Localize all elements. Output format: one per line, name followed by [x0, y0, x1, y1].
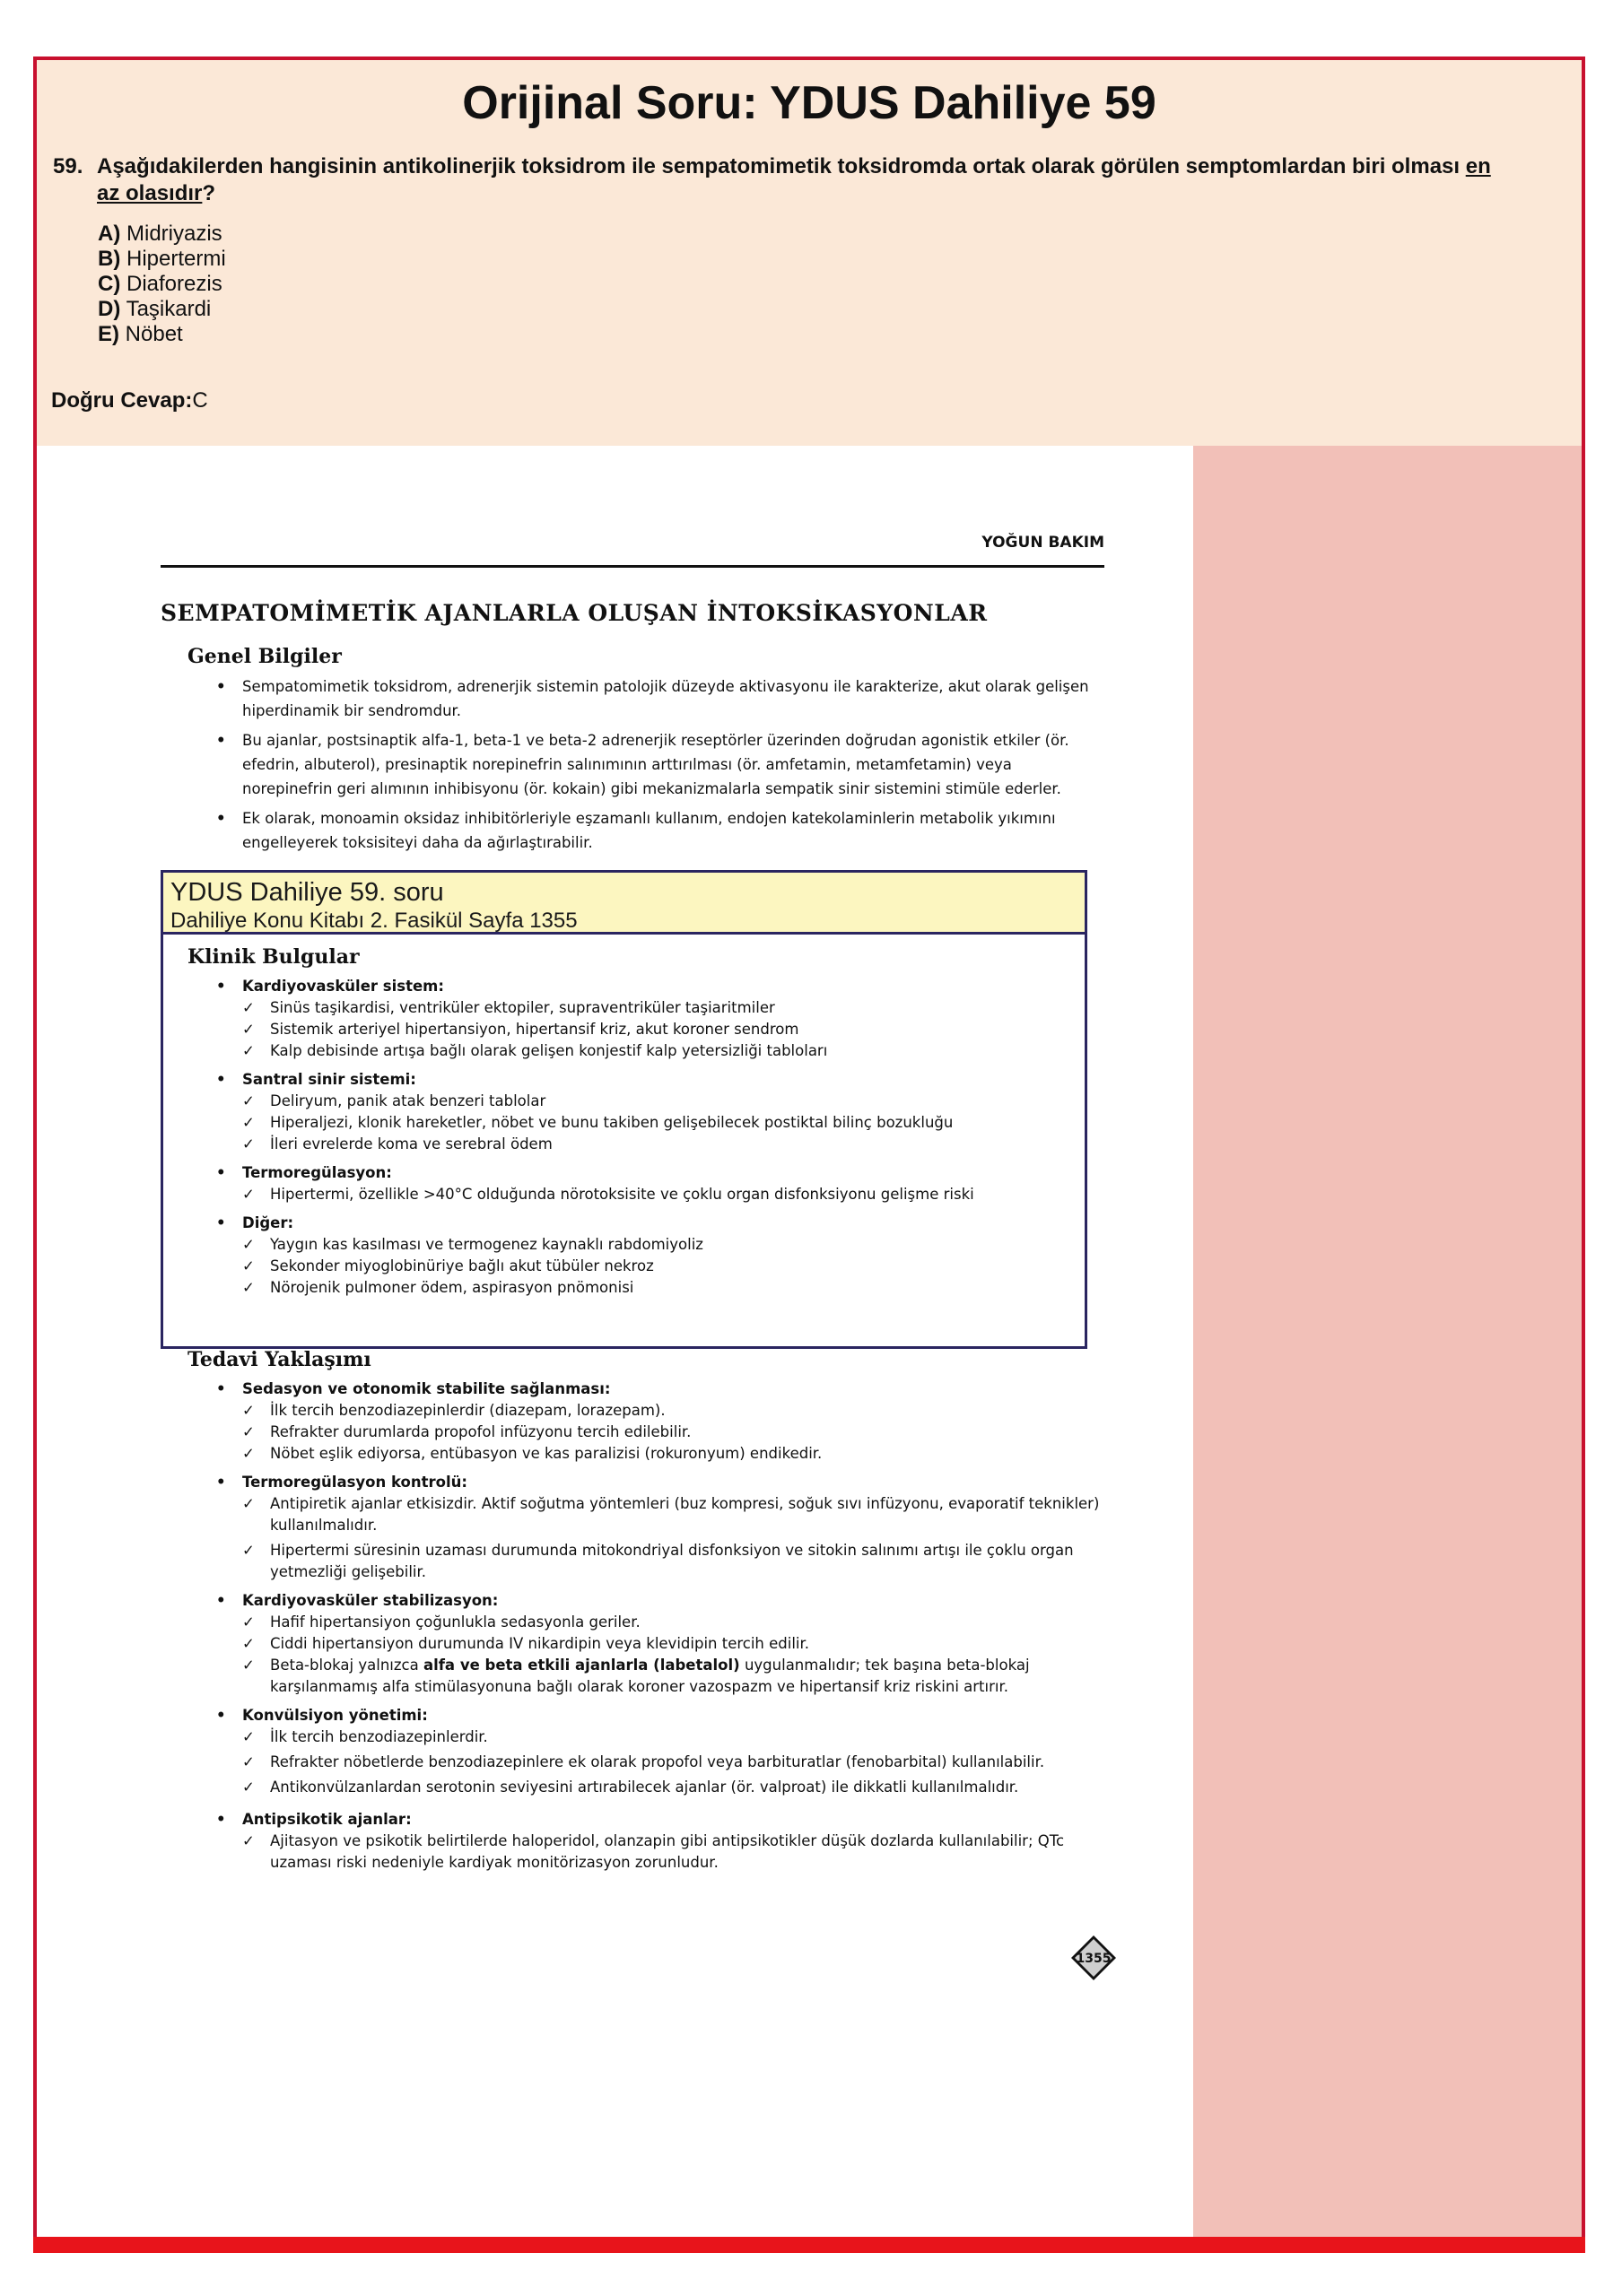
check-item: ✓ Sekonder miyoglobinüriye bağlı akut tübüler nekroz: [216, 1256, 1104, 1277]
question-title: Orijinal Soru: YDUS Dahiliye 59: [462, 77, 1156, 129]
treatment-list: [216, 1378, 1104, 1874]
check-item: ✓ İleri evrelerde koma ve serebral ödem: [216, 1134, 1104, 1155]
check-item: ✓ İlk tercih benzodiazepinlerdir.: [216, 1726, 1104, 1748]
group-title: • Santral sinir sistemi:: [216, 1069, 1104, 1091]
question-panel: [37, 60, 1582, 446]
option-e: [98, 322, 226, 347]
question-text: [97, 153, 1506, 207]
option-letter: C): [98, 272, 121, 296]
option-text: Midriyazis: [126, 222, 222, 246]
header-rule: [161, 565, 1104, 568]
option-text: Diaforezis: [126, 272, 222, 296]
option-b: [98, 247, 226, 272]
answer-label: Doğru Cevap:: [51, 388, 193, 413]
check-item: ✓ Sistemik arteriyel hipertansiyon, hipertansif kriz, akut koroner sendrom: [216, 1019, 1104, 1040]
group-title: • Termoregülasyon:: [216, 1162, 1104, 1184]
clinical-group: [216, 1069, 1104, 1155]
group-title: • Kardiyovasküler stabilizasyon:: [216, 1590, 1104, 1612]
option-c: [98, 272, 226, 297]
option-text: Taşikardi: [126, 297, 212, 321]
group-title: • Antipsikotik ajanlar:: [216, 1809, 1104, 1831]
check-item: ✓ Ajitasyon ve psikotik belirtilerde haloperidol, olanzapin gibi antipsikotikler düşük dozlarda kullanılabilir; QTc uzaması riski nedeniyle kardiyak monitörizasyon zorunludur.: [216, 1831, 1104, 1874]
list-item: • Sempatomimetik toksidrom, adrenerjik sistemin patolojik düzeyde aktivasyonu ile karakterize, akut olarak gelişen hiperdinamik bir sendromdur.: [216, 674, 1104, 723]
clinical-group: [216, 976, 1104, 1062]
check-item: ✓ İlk tercih benzodiazepinlerdir (diazepam, lorazepam).: [216, 1400, 1104, 1422]
check-item: ✓ Yaygın kas kasılması ve termogenez kaynaklı rabdomiyoliz: [216, 1234, 1104, 1256]
check-item: ✓ Nöbet eşlik ediyorsa, entübasyon ve kas paralizisi (rokuronyum) endikedir.: [216, 1443, 1104, 1465]
callout-subtitle: Dahiliye Konu Kitabı 2. Fasikül Sayfa 1355: [170, 909, 578, 933]
group-title: • Termoregülasyon kontrolü:: [216, 1472, 1104, 1493]
check-item: ✓ Refrakter durumlarda propofol infüzyonu tercih edilebilir.: [216, 1422, 1104, 1443]
check-item: ✓ Sinüs taşikardisi, ventriküler ektopiler, supraventriküler taşiaritmiler: [216, 997, 1104, 1019]
stem-text: Aşağıdakilerden hangisinin antikolinerjik toksidrom ile sempatomimetik toksidromda ortak olarak görülen semptomlardan biri olması: [97, 154, 1466, 178]
check-item: ✓ Hipertermi süresinin uzaması durumunda mitokondriyal disfonksiyon ve sitokin salınımı artışı ile çoklu organ yetmezliği gelişebilir.: [216, 1540, 1104, 1583]
clinical-group: [216, 1213, 1104, 1299]
check-item: ✓ Hafif hipertansiyon çoğunlukla sedasyonla geriler.: [216, 1612, 1104, 1633]
group-title: • Diğer:: [216, 1213, 1104, 1234]
question-number: 59.: [53, 154, 83, 178]
treatment-group: [216, 1590, 1104, 1698]
check-item: ✓ Antikonvülzanlardan serotonin seviyesini artırabilecek ajanlar (ör. valproat) ile dikkatli kullanılmalıdır.: [216, 1777, 1104, 1798]
callout-title: YDUS Dahiliye 59. soru: [170, 878, 444, 907]
check-item: ✓ Hipertermi, özellikle >40°C olduğunda nörotoksisite ve çoklu organ disfonksiyonu gelişme riski: [216, 1184, 1104, 1205]
treatment-heading: Tedavi Yaklaşımı: [187, 1348, 371, 1371]
general-heading: Genel Bilgiler: [187, 645, 342, 668]
option-letter: D): [98, 297, 121, 321]
option-a: [98, 222, 226, 247]
list-item: • Bu ajanlar, postsinaptik alfa-1, beta-1 ve beta-2 adrenerjik reseptörler üzerinden doğrudan agonistik etkiler (ör. efedrin, albuterol), presinaptik norepinefrin salınımının arttırılması (ör. amfetamin, metamfetamin) veya norepinefrin geri alımının inhibisyonu (ör. kokain) gibi mekanizmalarla sempatik sinir sistemini stimüle ederler.: [216, 728, 1104, 801]
option-letter: E): [98, 322, 119, 346]
beta-text-post: uygulanmalıdır; tek başına beta-blokaj karşılanmamış alfa stimülasyonuna bağlı olarak koroner vazospazm ve hipertansif kriz riskini artırır.: [270, 1657, 1030, 1695]
question-stem: [53, 153, 1506, 207]
treatment-group: [216, 1472, 1104, 1583]
check-item: ✓ Antipiretik ajanlar etkisizdir. Aktif soğutma yöntemleri (buz kompresi, soğuk sıvı infüzyonu, evaporatif teknikler) kullanılmalıdır.: [216, 1493, 1104, 1536]
option-text: Nöbet: [125, 322, 183, 346]
option-d: [98, 297, 226, 322]
page-number: 1355: [1076, 1952, 1112, 1966]
beta-text-bold: alfa ve beta etkili ajanlarla (labetalol): [423, 1657, 740, 1674]
answer-options: [98, 222, 226, 347]
treatment-group: [216, 1378, 1104, 1465]
check-item: ✓ Refrakter nöbetlerde benzodiazepinlere ek olarak propofol veya barbituratlar (fenobarbital) kullanılabilir.: [216, 1752, 1104, 1773]
check-item: ✓ Kalp debisinde artışa bağlı olarak gelişen konjestif kalp yetersizliği tabloları: [216, 1040, 1104, 1062]
general-list: [216, 674, 1104, 855]
list-item: • Ek olarak, monoamin oksidaz inhibitörleriyle eşzamanlı kullanım, endojen katekolaminlerin metabolik yıkımını engelleyerek toksisiteyi daha da ağırlaştırabilir.: [216, 806, 1104, 855]
check-item: ✓ Deliryum, panik atak benzeri tablolar: [216, 1091, 1104, 1112]
clinical-list: [216, 976, 1104, 1299]
check-item: ✓ Ciddi hipertansiyon durumunda IV nikardipin veya klevidipin tercih edilir.: [216, 1633, 1104, 1655]
group-title: • Konvülsiyon yönetimi:: [216, 1705, 1104, 1726]
treatment-group: [216, 1809, 1104, 1874]
treatment-group: [216, 1705, 1104, 1798]
book-page: [37, 446, 1193, 2237]
option-letter: B): [98, 247, 121, 271]
stem-emphasis: en az olasıdır: [97, 154, 1491, 205]
page-number-badge: [1070, 1935, 1117, 1981]
stem-end: ?: [202, 181, 216, 205]
option-text: Hipertermi: [126, 247, 226, 271]
side-panel: [1193, 446, 1582, 2237]
option-letter: A): [98, 222, 121, 246]
clinical-group: [216, 1162, 1104, 1205]
section-title: SEMPATOMİMETİK AJANLARLA OLUŞAN İNTOKSİKASYONLAR: [161, 600, 988, 626]
check-item-beta-blockade: [216, 1655, 1104, 1698]
group-title: • Sedasyon ve otonomik stabilite sağlanması:: [216, 1378, 1104, 1400]
check-item: ✓ Hiperaljezi, klonik hareketler, nöbet ve bunu takiben gelişebilecek postiktal bilinç bozukluğu: [216, 1112, 1104, 1134]
group-title: • Kardiyovasküler sistem:: [216, 976, 1104, 997]
clinical-heading: Klinik Bulgular: [187, 945, 360, 969]
source-callout: [161, 870, 1087, 935]
running-head: YOĞUN BAKIM: [981, 534, 1104, 552]
correct-answer: [51, 388, 208, 413]
check-item: ✓ Nörojenik pulmoner ödem, aspirasyon pnömonisi: [216, 1277, 1104, 1299]
answer-value: C: [192, 388, 208, 413]
bottom-bar: [33, 2237, 1585, 2253]
beta-text-pre: Beta-blokaj yalnızca: [270, 1657, 423, 1674]
